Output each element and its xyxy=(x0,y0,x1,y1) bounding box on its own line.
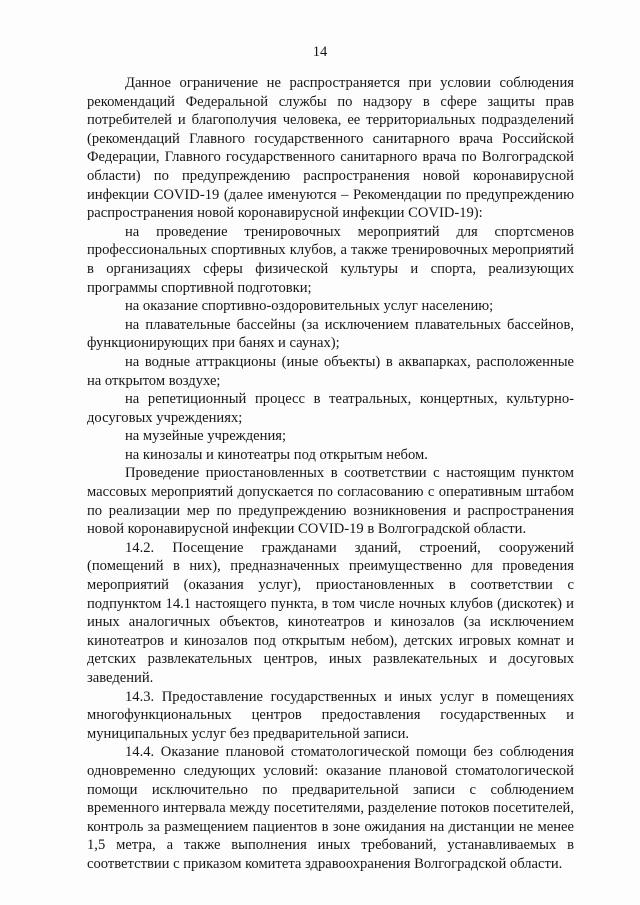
paragraph-sport-services: на оказание спортивно-оздоровительных услуг населению; xyxy=(125,298,494,315)
document-body xyxy=(87,74,574,874)
paragraph-mass-events-approval: Проведение приостановленных в соответствии с настоящим пунктом массовых мероприятий допускается по согласованию с оперативным штабом по реализации мер по предупреждению возникновения и распространения новой коронавирусной инфекции COVID-19 в Волгоградской области. xyxy=(87,465,574,538)
paragraph-open-air-cinemas: на кинозалы и кинотеатры под открытым небом. xyxy=(125,446,428,463)
paragraph-training-events: на проведение тренировочных мероприятий для спортсменов профессиональных спортивных клубов, а также тренировочных мероприятий в организациях сферы физической культуры и спорта, реализующих программы спортивной подготовки; xyxy=(87,223,574,296)
paragraph-14-2: 14.2. Посещение гражданами зданий, строений, сооружений (помещений в них), предназначенных преимущественно для проведения мероприятий (оказания услуг), приостановленных в соответствии с подпунктом 14.1 настоящего пункта, в том числе ночных клубов (дискотек) и иных аналогичных объектов, кинотеатров и кинозалов (за исключением кинотеатров и кинозалов под открытым небом), детских игровых комнат и детских развлекательных центров, иных развлекательных и досуговых заведений. xyxy=(87,539,574,686)
paragraph-14-3: 14.3. Предоставление государственных и иных услуг в помещениях многофункциональных центров предоставления государственных и муниципальных услуг без предварительной записи. xyxy=(87,688,574,742)
paragraph-swimming-pools: на плавательные бассейны (за исключением плавательных бассейнов, функционирующих при банях и саунах); xyxy=(87,316,574,352)
paragraph-restriction-exception: Данное ограничение не распространяется при условии соблюдения рекомендаций Федеральной службы по надзору в сфере защиты прав потребителей и благополучия человека, ее территориальных подразделений (рекомендаций Главного государственного санитарного врача Российской Федерации, Главного государственного санитарного врача по Волгоградской области) по предупреждению распространения новой коронавирусной инфекции COVID-19 (далее именуются – Рекомендации по предупреждению распространения новой коронавирусной инфекции COVID-19): xyxy=(87,75,574,222)
paragraph-water-attractions: на водные аттракционы (иные объекты) в аквапарках, расположенные на открытом воздухе; xyxy=(87,353,574,389)
paragraph-14-4: 14.4. Оказание плановой стоматологической помощи без соблюдения одновременно следующих условий: оказание плановой стоматологической помощи исключительно по предварительной записи с соблюдением временного интервала между посетителями, разделение потоков посетителей, контроль за размещением пациентов в зоне ожидания на дистанции не менее 1,5 метра, а также выполнения иных требований, устанавливаемых в соответствии с приказом комитета здравоохранения Волгоградской области. xyxy=(87,744,574,872)
paragraph-rehearsals: на репетиционный процесс в театральных, концертных, культурно-досуговых учреждениях; xyxy=(87,391,574,426)
paragraph-museums: на музейные учреждения; xyxy=(125,428,287,445)
page-number: 14 xyxy=(312,44,328,60)
